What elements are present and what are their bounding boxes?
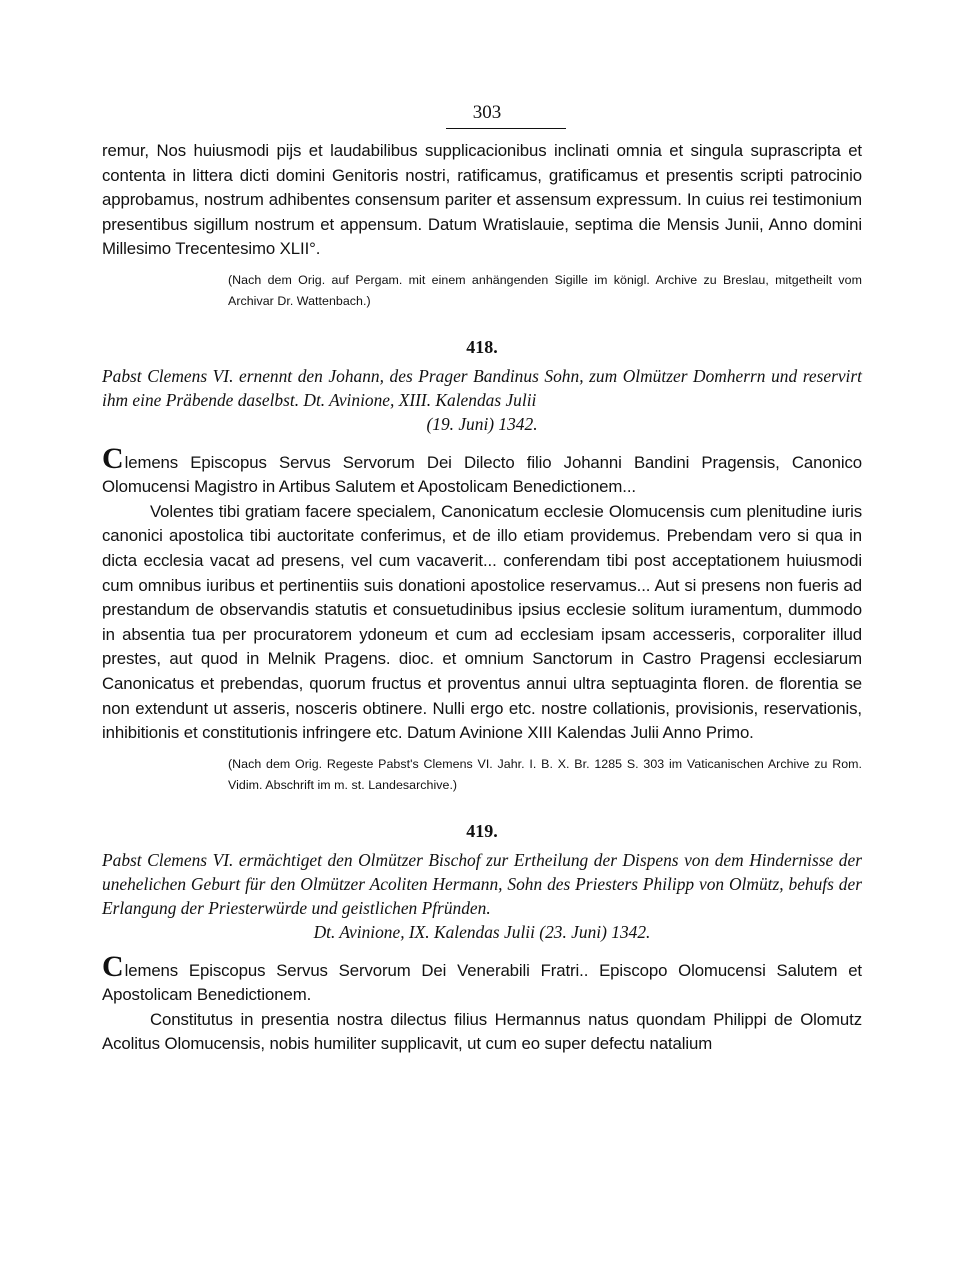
charter-419-body: Constitutus in presentia nostra dilectus filius Hermannus natus quondam Philippi de Olomutz Acolitus Olomucensis, nobis humiliter supplicavit, ut cum eo super defectu natalium [102,1009,862,1054]
regest-419-date: Dt. Avinione, IX. Kalendas Julii (23. Juni) 1342. [313,922,651,943]
document-number-419: 419. [466,820,498,841]
regest-418-date: (19. Juni) 1342. [426,414,538,435]
regest-419-text: Pabst Clemens VI. ermächtiget den Olmützer Bischof zur Ertheilung der Dispens von dem Hindernisse der unehelichen Geburt für den Olmützer Acoliten Hermann, Sohn des Priesters Philipp von Olmütz, behufs der Erlangung der Priesterwürde und geistlichen Pfründen. [102,849,862,919]
regest-418-text: Pabst Clemens VI. ernennt den Johann, des Prager Bandinus Sohn, zum Olmützer Domherrn und reservirt ihm eine Präbende daselbst. Dt. Avinione, XIII. Kalendas Julii [102,365,862,411]
page-number: 303 [472,102,502,123]
charter-418-opening [102,441,862,500]
charter-419-opening [102,949,862,1008]
regest-418 [102,364,862,437]
document-page [102,100,862,1057]
dropcap-419: C [102,949,124,983]
charter-418-body: Volentes tibi gratiam facere specialem, Canonicatum ecclesie Olomucensis cum plenitudine iuris canonici apostolica tibi auctoritate conferimus, et de illo etiam providemus. Prebendam vero si qua in dicta ecclesia vacat ad presens, vel cum vacaverit... conferendam tibi post acceptationem huiusmodi cum omnibus iuribus et pertinentiis suis donationi apostolice reservamus... Aut si presens non fueris ad prestandum de observandis statutis et consuetudinibus ipsius ecclesie solitum iuramentum, dummodo in absentia tua per procuratorem ydoneum et cum ad ecclesiam ipsam accesseris, corporaliter illud prestes, aut quod in Melnik Pragens. dioc. et omnium Sanctorum in Castro Pragensi ecclesiarum Canonicatus et prebendas, quorum fructus et proventus annui ultra septuaginta floren. de florentia se non extendunt ut asseris, nosceris obtinere. Nulli ergo etc. nostre collationis, provisionis, reservationis, inhibitionis et constitutionis infringere etc. Datum Avinione XIII Kalendas Julii Anno Primo. [102,501,862,743]
source-note-1: (Nach dem Orig. auf Pergam. mit einem anhängenden Sigille im königl. Archive zu Breslau, mitgetheilt vom Archivar Dr. Wattenbach.) [228,272,862,308]
dropcap-418: C [102,441,124,475]
source-note-418: (Nach dem Orig. Regeste Pabst's Clemens VI. Jahr. I. B. X. Br. 1285 S. 303 im Vaticanischen Archive zu Rom. Vidim. Abschrift im m. st. Landesarchive.) [228,756,862,792]
regest-419 [102,848,862,945]
continued-paragraph: remur, Nos huiusmodi pijs et laudabilibus supplicacionibus inclinati omnia et singula suprascripta et contenta in littera dicti domini Genitoris nostri, ratificamus, gratificamus et presentis scripti patrocinio approbamus, nostrum adhibentes consensum pariter et assensum expressum. In cuius rei testimonium presentibus sigillum nostrum et appensum. Datum Wratislauie, septima die Mensis Junii, Anno domini Millesimo Trecentesimo XLII°. [102,141,862,259]
charter-419-opening-text: lemens Episcopus Servus Servorum Dei Venerabili Fratri.. Episcopo Olomucensi Salutem et Apostolicam Benedictionem. [102,960,862,1005]
document-number-418: 418. [466,336,498,357]
charter-418-opening-text: lemens Episcopus Servus Servorum Dei Dilecto filio Johanni Bandini Pragensis, Canonico Olomucensi Magistro in Artibus Salutem et Apostolicam Benedictionem... [102,452,862,497]
page-number-rule [446,128,566,129]
